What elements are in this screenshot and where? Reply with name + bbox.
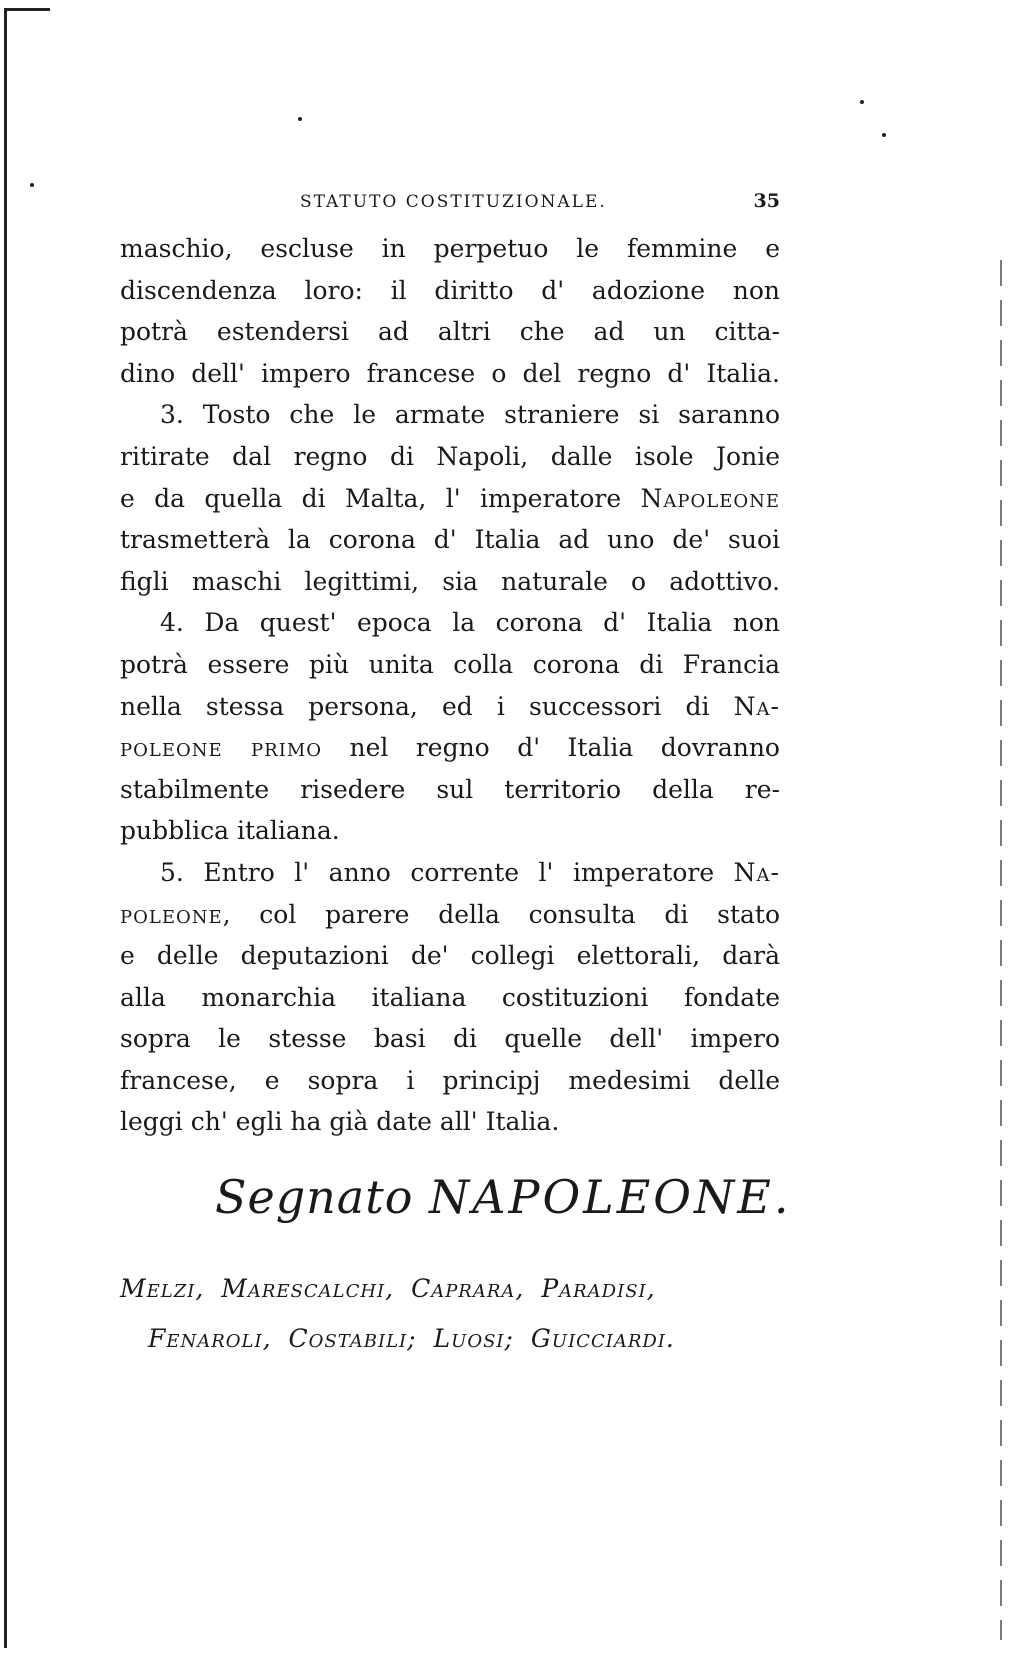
signer-name: Paradisi — [541, 1274, 647, 1303]
text-line: 4. Da quest' epoca la corona d' Italia non — [160, 608, 780, 638]
signature-name: NAPOLEONE. — [429, 1170, 792, 1224]
text-line: sopra le stesse basi di quelle dell' impero — [120, 1024, 780, 1054]
signer-separator: ; — [504, 1324, 513, 1353]
book-page — [120, 190, 820, 1143]
signers-line — [120, 1264, 800, 1314]
text-line: maschio, escluse in perpetuo le femmine e — [120, 234, 780, 263]
text-line: stabilmente risedere sul territorio della re- — [120, 774, 780, 804]
text-line: alla monarchia italiana costituzioni fondate — [120, 982, 780, 1012]
scan-speck — [30, 183, 34, 187]
text-line: figli maschi legittimi, sia naturale o adottivo. — [120, 566, 780, 596]
text-line: poleone, col parere della consulta di stato — [120, 899, 780, 929]
text-line: 3. Tosto che le armate straniere si saranno — [160, 400, 780, 430]
scan-speck — [860, 100, 864, 104]
text-line: discendenza loro: il diritto d' adozione non — [120, 275, 780, 305]
running-head — [120, 190, 780, 224]
signer-separator: , — [646, 1274, 655, 1303]
text-line: francese, e sopra i principj medesimi delle — [120, 1065, 780, 1095]
signature-label: Segnato — [215, 1170, 414, 1224]
signer-separator: , — [262, 1324, 271, 1353]
signers-list — [120, 1264, 800, 1364]
text-line: potrà estendersi ad altri che ad un citta- — [120, 317, 780, 347]
signer-separator: , — [385, 1274, 394, 1303]
text-line: e da quella di Malta, l' imperatore Napoleone — [120, 483, 780, 513]
text-line: 5. Entro l' anno corrente l' imperatore Na- — [160, 857, 780, 887]
signer-name: Marescalchi — [221, 1274, 386, 1303]
signers-line — [120, 1314, 800, 1364]
text-line: poleone primo nel regno d' Italia dovranno — [120, 733, 780, 763]
scan-edge-right — [1000, 260, 1002, 1640]
signer-name: Fenaroli — [148, 1324, 263, 1353]
text-line: pubblica italiana. — [120, 816, 340, 846]
scan-speck — [298, 117, 302, 121]
text-line: nella stessa persona, ed i successori di Na- — [120, 691, 780, 721]
text-line: dino dell' impero francese o del regno d' Italia. — [120, 358, 780, 388]
scan-speck — [882, 133, 886, 137]
signer-name: Costabili — [288, 1324, 408, 1353]
signer-separator: , — [515, 1274, 524, 1303]
signer-separator: ; — [407, 1324, 416, 1353]
signer-name: Caprara — [411, 1274, 516, 1303]
text-line: potrà essere più unita colla corona di Francia — [120, 649, 780, 679]
text-line: e delle deputazioni de' collegi elettorali, darà — [120, 941, 780, 971]
signer-name: Luosi — [433, 1324, 505, 1353]
scan-edge-top — [4, 8, 50, 11]
running-title: STATUTO COSTITUZIONALE. — [300, 192, 607, 212]
body-text — [120, 228, 780, 1143]
signer-name: Guicciardi. — [530, 1324, 675, 1353]
scan-edge-left — [4, 8, 7, 1648]
text-line: trasmetterà la corona d' Italia ad uno de' suoi — [120, 525, 780, 555]
signature — [215, 1170, 791, 1224]
text-line: leggi ch' egli ha già date all' Italia. — [120, 1107, 560, 1137]
page-number: 35 — [753, 190, 780, 212]
signer-name: Melzi — [120, 1274, 196, 1303]
text-line: ritirate dal regno di Napoli, dalle isole Jonie — [120, 441, 780, 471]
signer-separator: , — [195, 1274, 204, 1303]
